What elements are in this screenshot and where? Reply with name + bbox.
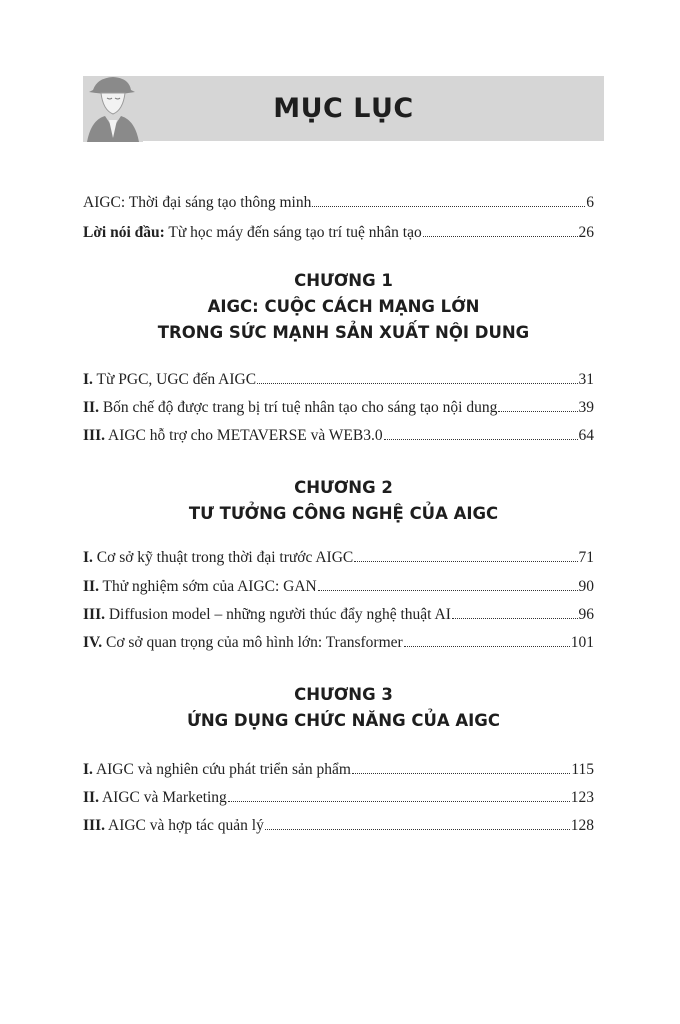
toc-entry[interactable] <box>83 634 594 656</box>
entry-label: III. <box>83 427 105 444</box>
entry-label: Lời nói đầu: <box>83 224 165 241</box>
entry-title: AIGC và Marketing <box>98 789 227 806</box>
entry-page-number: 115 <box>571 761 594 778</box>
entry-title: Từ học máy đến sáng tạo trí tuệ nhân tạo <box>164 224 422 241</box>
entry-title: Cơ sở kỹ thuật trong thời đại trước AIGC <box>92 549 354 566</box>
entry-title: Diffusion model – những người thúc đẩy nghệ thuật AI <box>104 606 451 623</box>
entry-title: Từ PGC, UGC đến AIGC <box>92 371 257 388</box>
toc-entry[interactable] <box>83 224 594 246</box>
toc-entry[interactable] <box>83 578 594 600</box>
dot-leader <box>404 646 570 647</box>
entry-page-number: 90 <box>578 578 594 595</box>
chapter-number: CHƯƠNG 2 <box>294 478 393 497</box>
toc-entry[interactable] <box>83 399 594 421</box>
entry-label: II. <box>83 399 99 416</box>
man-in-hat-logo-icon <box>83 68 143 142</box>
chapter-heading <box>83 475 604 527</box>
dot-leader <box>312 206 585 207</box>
toc-entry[interactable] <box>83 789 594 811</box>
dot-leader <box>452 618 578 619</box>
toc-entry[interactable] <box>83 761 594 783</box>
dot-leader <box>228 801 570 802</box>
entry-title: AIGC và hợp tác quản lý <box>104 817 264 834</box>
entry-page-number: 101 <box>570 634 594 651</box>
dot-leader <box>257 383 577 384</box>
toc-entry[interactable] <box>83 194 594 216</box>
toc-entry[interactable] <box>83 371 594 393</box>
chapter-heading <box>83 268 604 346</box>
entry-label: IV. <box>83 634 103 651</box>
dot-leader <box>352 773 570 774</box>
dot-leader <box>498 411 577 412</box>
chapter-title-line: AIGC: CUỘC CÁCH MẠNG LỚN <box>207 297 480 316</box>
toc-entry[interactable] <box>83 606 594 628</box>
dot-leader <box>354 561 577 562</box>
entry-page-number: 26 <box>578 224 594 241</box>
entry-page-number: 71 <box>578 549 594 566</box>
chapter-title-line: ỨNG DỤNG CHỨC NĂNG CỦA AIGC <box>187 711 500 730</box>
entry-title: AIGC hỗ trợ cho METAVERSE và WEB3.0 <box>104 427 383 444</box>
entry-page-number: 64 <box>578 427 594 444</box>
chapter-number: CHƯƠNG 3 <box>294 685 393 704</box>
entry-title: Bốn chế độ được trang bị trí tuệ nhân tạo cho sáng tạo nội dung <box>98 399 498 416</box>
toc-entry[interactable] <box>83 549 594 571</box>
toc-entry[interactable] <box>83 427 594 449</box>
entry-label: III. <box>83 606 105 623</box>
entry-title: Thử nghiệm sớm của AIGC: GAN <box>98 578 317 595</box>
entry-title: AIGC và nghiên cứu phát triển sản phẩm <box>92 761 351 778</box>
entry-page-number: 123 <box>570 789 594 806</box>
chapter-number: CHƯƠNG 1 <box>294 271 393 290</box>
page-title: MỤC LỤC <box>273 93 414 124</box>
toc-entry[interactable] <box>83 817 594 839</box>
chapter-heading <box>83 682 604 734</box>
entry-label: I. <box>83 761 93 778</box>
dot-leader <box>318 590 578 591</box>
entry-page-number: 6 <box>586 194 594 211</box>
chapter-title-line: TRONG SỨC MẠNH SẢN XUẤT NỘI DUNG <box>157 323 530 342</box>
chapter-title-line: TƯ TƯỞNG CÔNG NGHỆ CỦA AIGC <box>188 504 499 523</box>
entry-page-number: 39 <box>578 399 594 416</box>
dot-leader <box>265 829 570 830</box>
dot-leader <box>384 439 578 440</box>
entry-label: II. <box>83 578 99 595</box>
entry-page-number: 31 <box>578 371 594 388</box>
title-banner <box>83 76 604 141</box>
entry-label: I. <box>83 549 93 566</box>
entry-label: I. <box>83 371 93 388</box>
entry-page-number: 96 <box>578 606 594 623</box>
entry-title: Cơ sở quan trọng của mô hình lớn: Transformer <box>102 634 403 651</box>
entry-page-number: 128 <box>570 817 594 834</box>
entry-label: II. <box>83 789 99 806</box>
entry-label: III. <box>83 817 105 834</box>
entry-title: AIGC: Thời đại sáng tạo thông minh <box>83 194 312 211</box>
dot-leader <box>423 236 578 237</box>
